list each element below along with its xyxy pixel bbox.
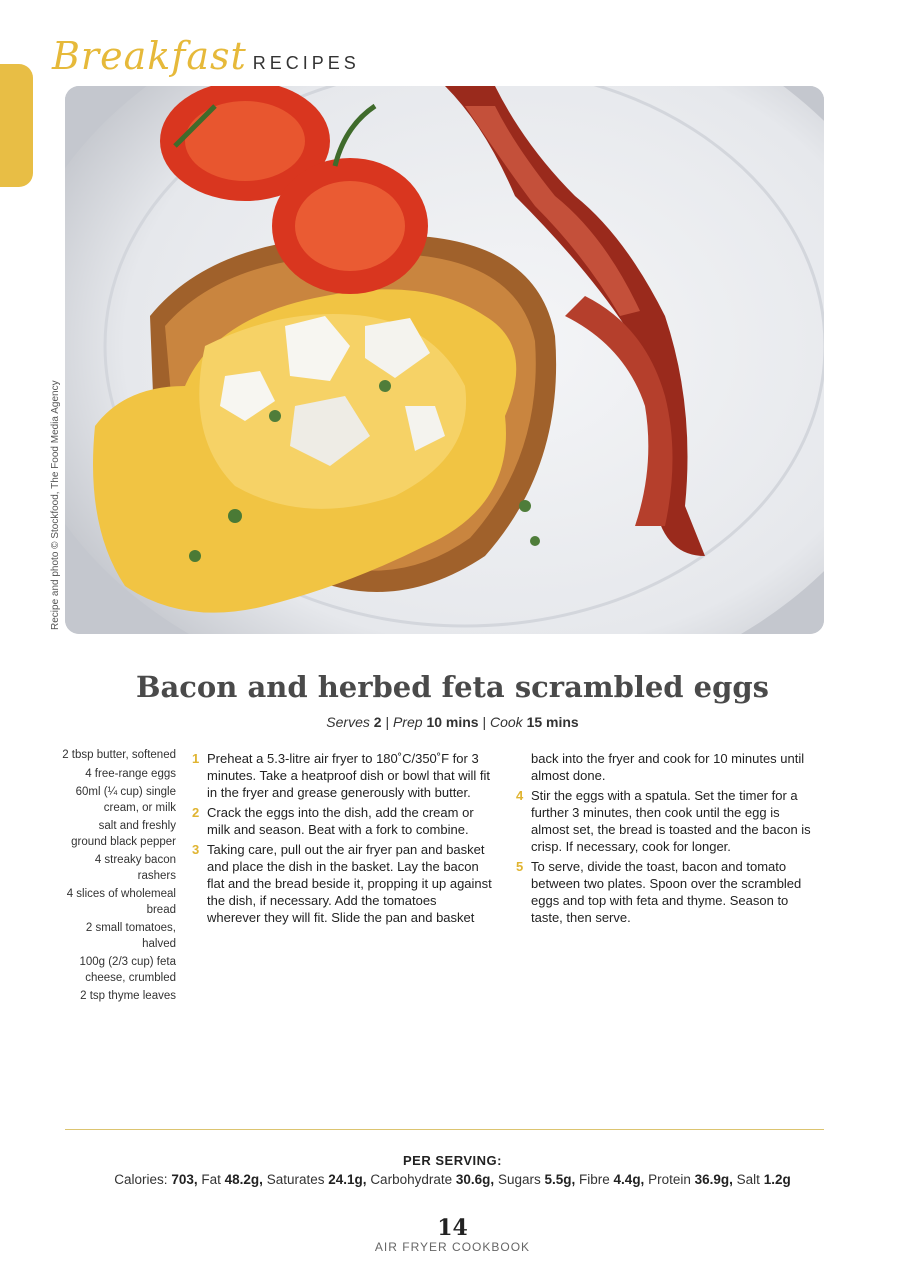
meta-separator: | [385,714,390,730]
ingredient-item: 4 streaky bacon rashers [94,854,176,882]
section-label: RECIPES [252,53,360,73]
section-tab [0,64,33,187]
method-step-3-continued: back into the fryer and cook for 10 minutes until almost done. [531,751,805,783]
ingredient-item: 4 slices of wholemeal bread [66,888,176,916]
prep-value: 10 mins [426,714,479,730]
nutrition-value: 5.5g, [544,1172,576,1187]
step-text: Stir the eggs with a spatula. Set the timer for a further 3 minutes, then cook until the egg is almost set, the bread is toasted and the bacon is crisp. If necessary, cook for longer. [531,788,811,854]
step-number: 2 [192,805,200,820]
step-text: Taking care, pull out the air fryer pan and basket and place the dish in the basket. Lay the bacon flat and the bread beside it, propping it up against the dish, if necessary. Add the tomatoes wherever they will fit. Slide the pan and basket [207,842,492,925]
method-column-2 [516,750,821,929]
nutrition-value: 1.2g [763,1172,791,1187]
cook-value: 15 mins [526,714,579,730]
step-text: Preheat a 5.3-litre air fryer to 180˚C/350˚F for 3 minutes. Take a heatproof dish or bowl that will fit in the fryer and grease generously with butter. [207,751,491,800]
ingredient-item: salt and freshly ground black pepper [71,820,176,848]
section-header [52,34,360,78]
method-step-2 [192,804,492,838]
ingredient-item: 100g (2/3 cup) feta cheese, crumbled [79,956,176,984]
meta-separator: | [482,714,487,730]
ingredient-item: 60ml (¼ cup) single cream, or milk [75,786,176,814]
recipe-photo [65,86,824,634]
nutrition-label: Calories: [114,1172,168,1187]
method-step-1 [192,750,492,801]
step-text: Crack the eggs into the dish, add the cream or milk and season. Beat with a fork to combine. [207,805,474,837]
nutrition-value: 24.1g, [328,1172,367,1187]
nutrition-value: 4.4g, [613,1172,645,1187]
ingredient-item: 2 small tomatoes, halved [85,922,176,950]
recipe-title: Bacon and herbed feta scrambled eggs [135,670,770,704]
nutrition-label: Protein [648,1172,691,1187]
method-column-1 [192,750,492,929]
serves-label: Serves [326,714,370,730]
ingredient-item: 2 tsp thyme leaves [80,990,176,1002]
method-step-3 [192,841,492,926]
book-title: AIR FRYER COOKBOOK [374,1240,531,1254]
method-step-5 [516,858,821,926]
ingredients-list [60,748,176,1008]
divider [65,1129,824,1130]
nutrition-label: Carbohydrate [370,1172,453,1187]
nutrition-label: Salt [736,1172,760,1187]
page-number: 14 [437,1215,468,1241]
nutrition-label: Fibre [579,1172,610,1187]
section-script-title: Breakfast [52,34,247,78]
step-number: 4 [516,788,524,803]
ingredient-item: 2 tbsp butter, softened [62,749,176,761]
nutrition-line [0,1172,905,1187]
nutrition-heading: PER SERVING: [403,1153,502,1168]
ingredient-item: 4 free-range eggs [85,767,176,780]
serves-value: 2 [373,714,382,730]
prep-label: Prep [392,714,423,730]
cook-label: Cook [490,714,523,730]
nutrition-value: 36.9g, [694,1172,733,1187]
step-number: 5 [516,859,524,874]
nutrition-label: Fat [201,1172,221,1187]
nutrition-value: 30.6g, [455,1172,495,1187]
nutrition-label: Sugars [497,1172,541,1187]
nutrition-label: Saturates [266,1172,325,1187]
step-number: 3 [192,842,200,857]
nutrition-value: 703, [171,1172,198,1187]
photo-credit: Recipe and photo © Stockfood, The Food Media Agency [50,380,61,630]
method-step-4 [516,787,821,855]
recipe-meta [0,714,905,730]
step-number: 1 [192,751,200,766]
food-illustration [65,86,824,634]
step-text: To serve, divide the toast, bacon and tomato between two plates. Spoon over the scrambled eggs and top with feta and thyme. Season to taste, then serve. [531,859,802,925]
nutrition-value: 48.2g, [224,1172,263,1187]
